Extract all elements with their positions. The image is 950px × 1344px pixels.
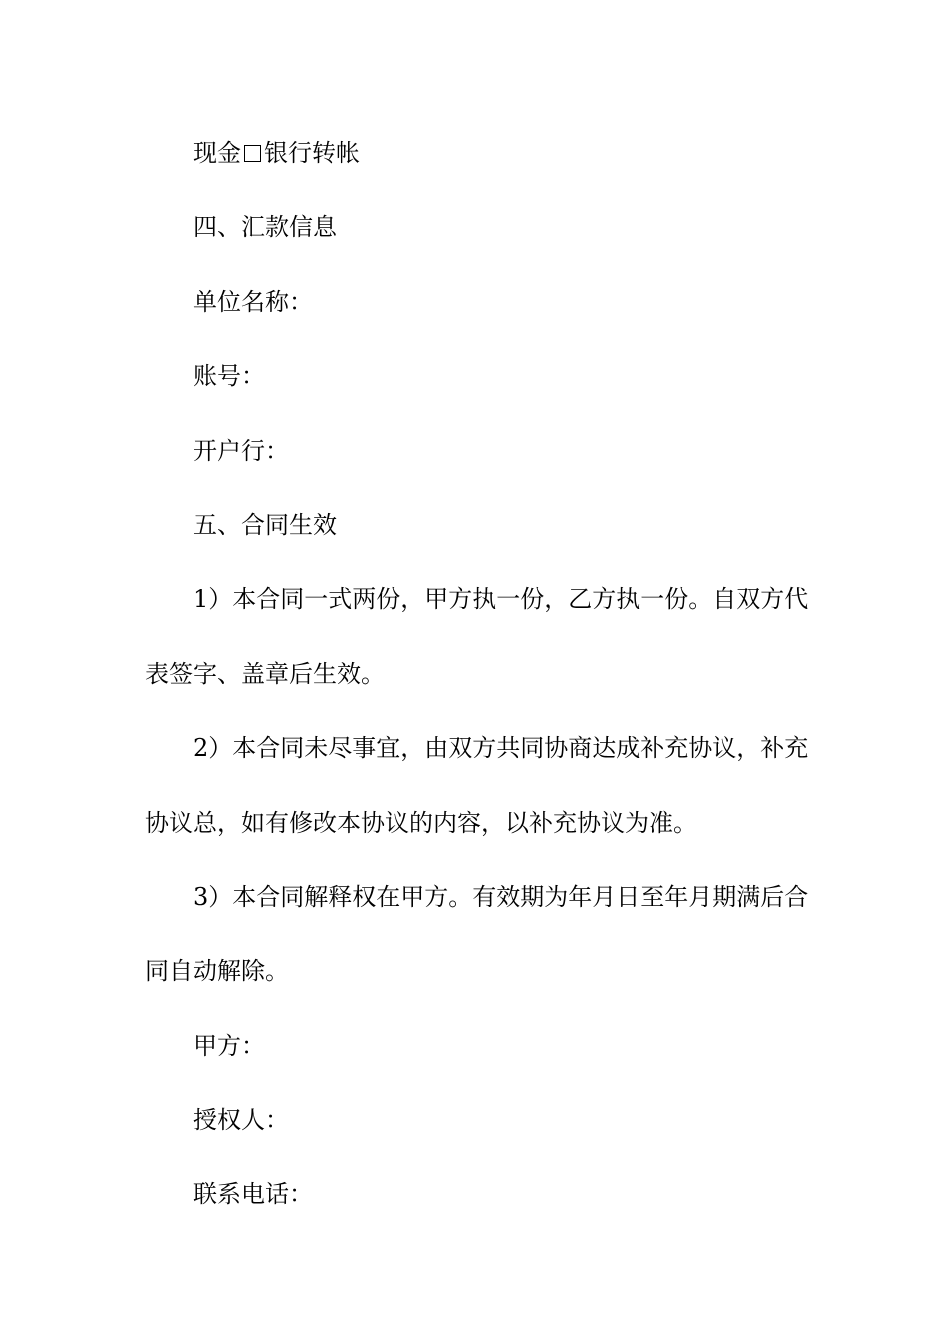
opening-bank-label: 开户行：: [193, 436, 289, 465]
payment-method-line: [145, 126, 810, 200]
payment-option-cash: 现金: [193, 139, 241, 167]
authorized-person-label: 授权人：: [193, 1106, 289, 1135]
company-name-label: 单位名称：: [193, 287, 313, 316]
payment-option-bank-transfer: 银行转帐: [264, 139, 360, 167]
contact-phone-label: 联系电话：: [193, 1180, 313, 1209]
party-a-label: 甲方：: [193, 1031, 265, 1060]
section-heading-contract-effect: 五、合同生效: [193, 510, 337, 539]
clause-2-line-1: 2）本合同未尽事宜，由双方共同协商达成补充协议，补充: [193, 734, 809, 763]
clause-2-line-2: 协议总，如有修改本协议的内容，以补充协议为准。: [145, 808, 697, 837]
section-heading-remittance-info: 四、汇款信息: [193, 213, 337, 242]
clause-3-line-2: 同自动解除。: [145, 957, 289, 986]
account-number-label: 账号：: [193, 362, 265, 391]
clause-3-line-1: 3）本合同解释权在甲方。有效期为年月日至年月期满后合: [193, 882, 809, 911]
checkbox-bank-transfer[interactable]: [244, 145, 261, 162]
document-body: [145, 126, 810, 1242]
clause-1-line-1: 1）本合同一式两份，甲方执一份，乙方执一份。自双方代: [193, 585, 809, 614]
clause-1-line-2: 表签字、盖章后生效。: [145, 659, 385, 688]
